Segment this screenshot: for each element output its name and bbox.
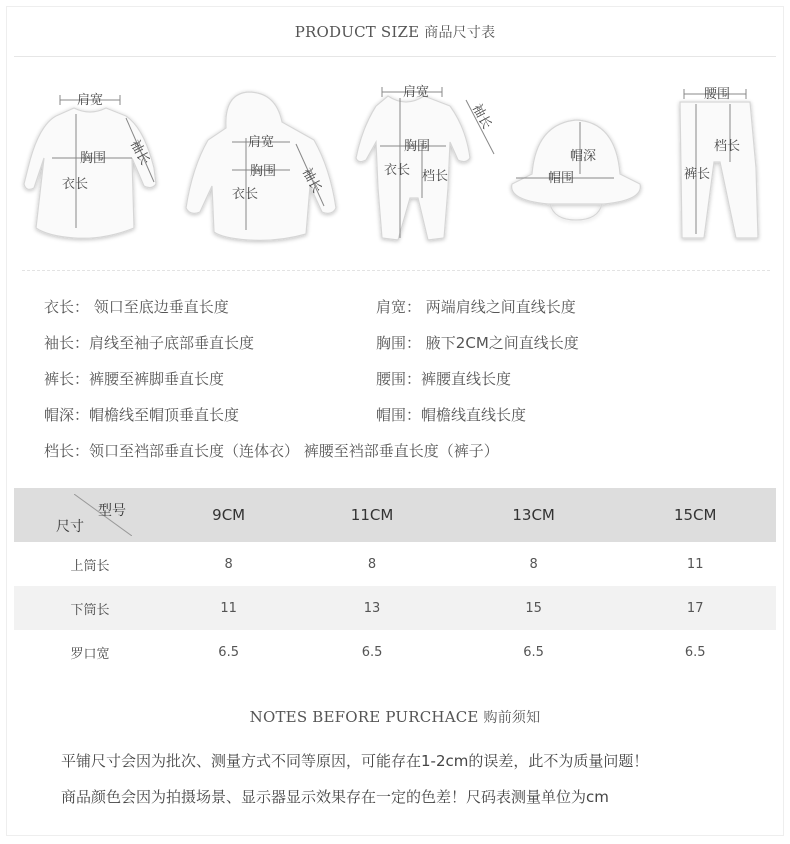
product-size-title-en: PRODUCT SIZE bbox=[294, 23, 420, 41]
definition-crotch: 档长：领口至裆部垂直长度（连体衣） 裤腰至裆部垂直长度（裤子） bbox=[44, 442, 499, 460]
romper-length-label: 衣长 bbox=[384, 163, 411, 178]
definition-hat-circumference: 帽围：帽檐线直线长度 bbox=[376, 406, 527, 424]
romper-crotch-label: 档长 bbox=[422, 169, 449, 184]
definition-shoulder: 肩宽： 两端肩线之间直线长度 bbox=[376, 298, 576, 316]
jacket-shoulder-label: 肩宽 bbox=[248, 135, 275, 150]
column-header-11cm: 11CM bbox=[291, 488, 453, 542]
pants-crotch-label: 档长 bbox=[714, 139, 741, 154]
definition-chest: 胸围： 腋下2CM之间直线长度 bbox=[376, 334, 579, 352]
definition-hat-depth: 帽深：帽檐线至帽顶垂直长度 bbox=[44, 406, 240, 424]
illustration-divider bbox=[22, 270, 770, 271]
hat-circumference-label: 帽围 bbox=[548, 171, 575, 186]
note-line-2: 商品颜色会因为拍摄场景、显示器显示效果存在一定的色差！尺码表测量单位为cm bbox=[61, 788, 609, 806]
dress-length-label: 衣长 bbox=[62, 177, 89, 192]
dress-sleeve-label: 袖长 bbox=[126, 137, 153, 168]
garment-diagram bbox=[14, 78, 776, 253]
definition-pants-length: 裤长：裤腰至裤脚垂直长度 bbox=[44, 370, 225, 388]
table-cell: 6.5 bbox=[684, 644, 706, 660]
table-cell: 6.5 bbox=[523, 644, 544, 660]
dress-icon bbox=[24, 108, 156, 238]
pants-waist-label: 腰围 bbox=[704, 87, 731, 102]
table-cell: 11 bbox=[166, 586, 291, 630]
table-row bbox=[14, 630, 776, 674]
table-corner-cell bbox=[14, 488, 166, 542]
table-cell: 6.5 bbox=[218, 644, 239, 660]
column-header-15cm: 15CM bbox=[614, 488, 776, 542]
row-label: 下筒长 bbox=[14, 586, 166, 630]
hat-depth-label: 帽深 bbox=[570, 149, 597, 164]
dress-shoulder-label: 肩宽 bbox=[77, 93, 104, 108]
product-size-title bbox=[0, 22, 790, 42]
definition-waist: 腰围：裤腰直线长度 bbox=[376, 370, 512, 388]
romper-shoulder-label: 肩宽 bbox=[403, 85, 430, 100]
row-label: 罗口宽 bbox=[70, 646, 110, 662]
table-cell: 8 bbox=[529, 556, 538, 572]
jacket-chest-label: 胸围 bbox=[250, 164, 277, 179]
column-header-13cm: 13CM bbox=[453, 488, 615, 542]
table-cell: 11 bbox=[686, 556, 704, 572]
corner-model-label: 型号 bbox=[98, 503, 126, 519]
table-cell: 6.5 bbox=[361, 644, 383, 660]
dress-chest-label: 胸围 bbox=[80, 151, 107, 166]
size-table bbox=[14, 488, 776, 674]
table-row bbox=[14, 542, 776, 586]
table-cell: 15 bbox=[453, 586, 615, 630]
definition-sleeve: 袖长：肩线至袖子底部垂直长度 bbox=[44, 334, 255, 352]
table-header-row bbox=[14, 488, 776, 542]
romper-icon bbox=[356, 96, 470, 240]
notes-title bbox=[0, 707, 790, 727]
garment-illustrations bbox=[14, 78, 776, 253]
jacket-sleeve-label: 袖长 bbox=[298, 165, 325, 196]
table-cell: 8 bbox=[367, 556, 377, 572]
definition-length: 衣长： 领口至底边垂直长度 bbox=[44, 298, 229, 316]
notes-title-en: NOTES BEFORE PURCHACE bbox=[249, 708, 479, 726]
romper-sleeve-label: 袖长 bbox=[468, 101, 495, 132]
header-divider bbox=[14, 56, 776, 57]
pants-length-label: 裤长 bbox=[684, 167, 711, 182]
table-cell: 8 bbox=[224, 556, 233, 572]
table-cell: 17 bbox=[614, 586, 776, 630]
table-row bbox=[14, 586, 776, 630]
column-header-9cm: 9CM bbox=[166, 488, 291, 542]
product-size-title-cn: 商品尺寸表 bbox=[424, 25, 496, 41]
hat-icon bbox=[512, 120, 641, 220]
jacket-length-label: 衣长 bbox=[232, 187, 259, 202]
table-cell: 13 bbox=[291, 586, 453, 630]
notes-title-cn: 购前须知 bbox=[483, 710, 541, 726]
row-label: 上筒长 bbox=[70, 558, 110, 574]
note-line-1: 平铺尺寸会因为批次、测量方式不同等原因，可能存在1-2cm的误差，此不为质量问题！ bbox=[61, 752, 649, 770]
corner-size-label: 尺寸 bbox=[56, 519, 84, 535]
romper-chest-label: 胸围 bbox=[404, 139, 431, 154]
